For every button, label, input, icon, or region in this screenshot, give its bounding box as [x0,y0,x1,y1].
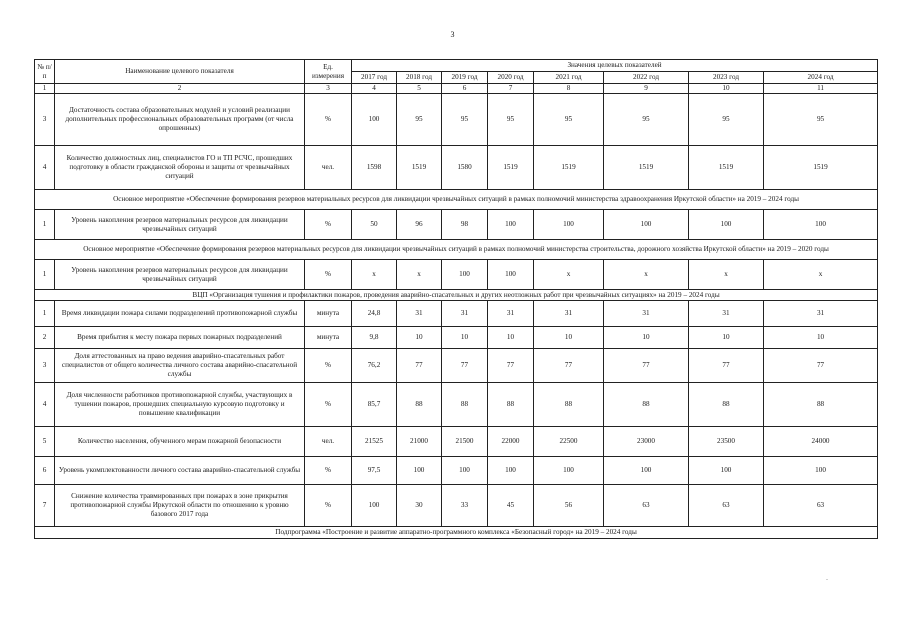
value-cell: 100 [442,457,488,485]
value-cell: 31 [442,301,488,327]
row-number: 3 [35,94,55,146]
value-cell: 100 [764,210,878,240]
unit-cell: чел. [305,146,352,190]
table-row [35,146,878,190]
unit-cell: чел. [305,427,352,457]
value-cell: 1519 [534,146,604,190]
column-number: 10 [689,84,764,94]
value-cell: 100 [604,457,689,485]
table-row [35,457,878,485]
row-number: 1 [35,210,55,240]
value-cell: 88 [488,383,534,427]
value-cell: 50 [352,210,397,240]
column-number: 3 [305,84,352,94]
value-cell: 31 [397,301,442,327]
value-cell: 77 [488,349,534,383]
value-cell: 95 [689,94,764,146]
unit-cell: % [305,210,352,240]
column-number: 4 [352,84,397,94]
value-cell: 88 [604,383,689,427]
header-year: 2024 год [764,72,878,84]
indicator-name: Доля аттестованных на право ведения аварийно-спасательных работ специалистов от общего количества личного состава аварийно-спасательной службы [55,349,305,383]
value-cell: 100 [488,457,534,485]
value-cell: 76,2 [352,349,397,383]
value-cell: x [604,260,689,290]
unit-cell: минута [305,301,352,327]
column-number: 5 [397,84,442,94]
row-number: 4 [35,383,55,427]
value-cell: 77 [442,349,488,383]
header-name: Наименование целевого показателя [55,60,305,84]
unit-cell: % [305,383,352,427]
value-cell: 1519 [397,146,442,190]
row-number: 1 [35,260,55,290]
header-year: 2020 год [488,72,534,84]
section-title: Основное мероприятие «Обеспечение формирования резервов материальных ресурсов для ликвидации чрезвычайных ситуаций в рамках полномочий министерства строительства, дорожного хозяйства Иркутской области» на 2019 – 2020 годы [35,240,878,260]
indicator-name: Время прибытия к месту пожара первых пожарных подразделений [55,327,305,349]
value-cell: 1598 [352,146,397,190]
value-cell: 100 [689,210,764,240]
table-row [35,210,878,240]
value-cell: 77 [534,349,604,383]
row-number: 3 [35,349,55,383]
value-cell: 31 [764,301,878,327]
section-row [35,290,878,301]
unit-cell: % [305,485,352,527]
value-cell: x [397,260,442,290]
value-cell: 88 [534,383,604,427]
unit-cell: % [305,349,352,383]
column-number: 11 [764,84,878,94]
header-num: № п/п [35,60,55,84]
value-cell: 63 [764,485,878,527]
value-cell: 22500 [534,427,604,457]
indicator-name: Уровень укомплектованности личного состава аварийно-спасательной службы [55,457,305,485]
table-row [35,327,878,349]
value-cell: 77 [604,349,689,383]
column-number: 1 [35,84,55,94]
value-cell: 100 [397,457,442,485]
table-row [35,260,878,290]
value-cell: 45 [488,485,534,527]
section-title: Основное мероприятие «Обеспечение формирования резервов материальных ресурсов для ликвидации чрезвычайных ситуаций в рамках полномочий министерства здравоохранения Иркутской области» на 2019 – 2024 годы [35,190,878,210]
table-row [35,383,878,427]
unit-cell: % [305,94,352,146]
indicator-name: Количество населения, обученного мерам пожарной безопасности [55,427,305,457]
indicator-name: Уровень накопления резервов материальных ресурсов для ликвидации чрезвычайных ситуаций [55,210,305,240]
value-cell: 88 [442,383,488,427]
value-cell: 1519 [488,146,534,190]
value-cell: 24,8 [352,301,397,327]
row-number: 6 [35,457,55,485]
column-number: 7 [488,84,534,94]
column-number: 9 [604,84,689,94]
indicator-name: Снижение количества травмированных при пожарах в зоне прикрытия противопожарной службы Иркутской области по отношению к уровню базового 2017 года [55,485,305,527]
indicator-name: Достаточность состава образовательных модулей и условий реализации дополнительных профессиональных образовательных программ (от числа опрошенных) [55,94,305,146]
value-cell: 1519 [604,146,689,190]
value-cell: 97,5 [352,457,397,485]
value-cell: 95 [534,94,604,146]
row-number: 4 [35,146,55,190]
value-cell: 100 [488,210,534,240]
value-cell: 10 [604,327,689,349]
table-row [35,94,878,146]
value-cell: 10 [488,327,534,349]
indicators-table [34,59,878,539]
value-cell: 23000 [604,427,689,457]
indicator-name: Уровень накопления резервов материальных ресурсов для ликвидации чрезвычайных ситуаций [55,260,305,290]
value-cell: 10 [397,327,442,349]
value-cell: 31 [488,301,534,327]
row-number: 7 [35,485,55,527]
value-cell: 21500 [442,427,488,457]
section-row [35,240,878,260]
value-cell: x [764,260,878,290]
value-cell: 56 [534,485,604,527]
value-cell: 95 [764,94,878,146]
value-cell: 1519 [689,146,764,190]
value-cell: 100 [488,260,534,290]
indicator-name: Доля численности работников противопожарной службы, участвующих в тушении пожаров, прошедших специальную курсовую подготовку и повышение квалификации [55,383,305,427]
column-number: 2 [55,84,305,94]
unit-cell: % [305,260,352,290]
value-cell: 100 [764,457,878,485]
table-row [35,301,878,327]
value-cell: 63 [689,485,764,527]
value-cell: 100 [352,485,397,527]
section-title: ВЦП «Организация тушения и профилактики пожаров, проведения аварийно-спасательных и других неотложных работ при чрезвычайных ситуациях» на 2019 – 2024 годы [35,290,878,301]
column-number: 8 [534,84,604,94]
value-cell: 88 [764,383,878,427]
value-cell: 1519 [764,146,878,190]
value-cell: 63 [604,485,689,527]
section-title: Подпрограмма «Построение и развитие аппаратно-программного комплекса «Безопасный город» на 2019 – 2024 годы [35,527,878,539]
value-cell: 100 [534,457,604,485]
header-year: 2022 год [604,72,689,84]
value-cell: 10 [764,327,878,349]
value-cell: 22000 [488,427,534,457]
value-cell: 95 [397,94,442,146]
value-cell: 96 [397,210,442,240]
value-cell: 9,8 [352,327,397,349]
value-cell: 85,7 [352,383,397,427]
unit-cell: % [305,457,352,485]
value-cell: 10 [689,327,764,349]
value-cell: 100 [534,210,604,240]
header-values: Значения целевых показателей [352,60,878,72]
value-cell: 100 [689,457,764,485]
row-number: 2 [35,327,55,349]
value-cell: 98 [442,210,488,240]
value-cell: 21000 [397,427,442,457]
value-cell: 77 [689,349,764,383]
section-row [35,527,878,539]
value-cell: 100 [604,210,689,240]
header-year: 2017 год [352,72,397,84]
value-cell: x [689,260,764,290]
header-year: 2019 год [442,72,488,84]
value-cell: 100 [442,260,488,290]
value-cell: 24000 [764,427,878,457]
value-cell: 31 [534,301,604,327]
value-cell: 33 [442,485,488,527]
indicator-name: Количество должностных лиц, специалистов ГО и ТП РСЧС, прошедших подготовку в области гражданской обороны и защиты от чрезвычайных ситуаций [55,146,305,190]
value-cell: 100 [352,94,397,146]
value-cell: 23500 [689,427,764,457]
value-cell: 88 [397,383,442,427]
row-number: 1 [35,301,55,327]
table-row [35,349,878,383]
row-number: 5 [35,427,55,457]
section-row [35,190,878,210]
value-cell: 77 [397,349,442,383]
column-number: 6 [442,84,488,94]
header-year: 2018 год [397,72,442,84]
header-year: 2023 год [689,72,764,84]
page-number: 3 [450,30,455,39]
value-cell: 30 [397,485,442,527]
table-row [35,485,878,527]
value-cell: 88 [689,383,764,427]
value-cell: x [534,260,604,290]
value-cell: 31 [689,301,764,327]
value-cell: 21525 [352,427,397,457]
header-unit: Ед. измерения [305,60,352,84]
value-cell: 95 [442,94,488,146]
value-cell: 10 [442,327,488,349]
value-cell: 1580 [442,146,488,190]
header-year: 2021 год [534,72,604,84]
value-cell: 95 [488,94,534,146]
scan-dot: . [826,573,828,582]
unit-cell: минута [305,327,352,349]
value-cell: 31 [604,301,689,327]
table-row [35,427,878,457]
value-cell: 77 [764,349,878,383]
value-cell: 95 [604,94,689,146]
value-cell: 10 [534,327,604,349]
indicator-name: Время ликвидации пожара силами подразделений противопожарной службы [55,301,305,327]
value-cell: x [352,260,397,290]
